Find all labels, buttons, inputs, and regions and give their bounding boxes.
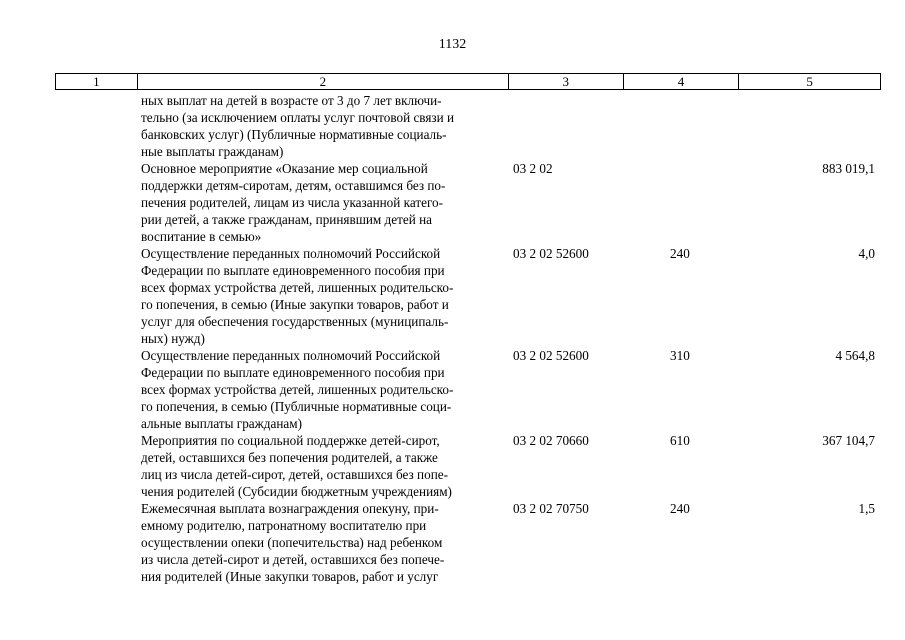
row-description: Осуществление переданных полномочий Российской Федерации по выплате единовременного пособия при всех формах устройства детей, лишенных родительско- го попечения, в семью (Публичные нормативные соци- альные выплаты гражданам)	[141, 348, 454, 431]
table-row	[0, 347, 905, 432]
column-header-3: 3	[508, 74, 623, 89]
row-amount: 1,5	[858, 501, 875, 516]
row-type: 310	[670, 348, 690, 363]
row-code: 03 2 02 70660	[513, 433, 589, 448]
row-code: 03 2 02 70750	[513, 501, 589, 516]
row-amount: 4,0	[858, 246, 875, 261]
column-header-4: 4	[623, 74, 739, 89]
table-header	[55, 73, 881, 90]
table-row	[0, 160, 905, 245]
row-code: 03 2 02	[513, 161, 553, 176]
row-amount: 883 019,1	[822, 161, 875, 176]
row-code: 03 2 02 52600	[513, 246, 589, 261]
table-row	[0, 500, 905, 585]
row-code: 03 2 02 52600	[513, 348, 589, 363]
row-description: Мероприятия по социальной поддержке детей-сирот, детей, оставшихся без попечения родителей, а также лиц из числа детей-сирот, детей, оставшихся без попе- чения родителей (Субсидии бюджетным учреждениям)	[141, 433, 452, 499]
page-number: 1132	[438, 37, 467, 52]
table-row	[0, 432, 905, 500]
table-body	[0, 92, 905, 585]
table-row	[0, 92, 905, 160]
column-header-2: 2	[137, 74, 508, 89]
row-description: Осуществление переданных полномочий Российской Федерации по выплате единовременного пособия при всех формах устройства детей, лишенных родительско- го попечения, в семью (Иные закупки товаров, работ и услуг для обеспечения государственных (муниципаль- ных) нужд)	[141, 246, 454, 346]
row-description: Основное мероприятие «Оказание мер социальной поддержки детям-сиротам, детям, оставшимся без по- печения родителей, лицам из числа указанной катего- рии детей, а также гражданам, принявшим детей на воспитание в семью»	[141, 161, 446, 244]
column-header-5: 5	[738, 74, 880, 89]
row-description: Ежемесячная выплата вознаграждения опекуну, при- емному родителю, патронатному воспитателю при осуществлении опеки (попечительства) над ребенком из числа детей-сирот и детей, оставшихся без попече- ния родителей (Иные закупки товаров, работ и услуг	[141, 501, 445, 584]
table-row	[0, 245, 905, 347]
row-description: ных выплат на детей в возрасте от 3 до 7 лет включи- тельно (за исключением оплаты услуг почтовой связи и банковских услуг) (Публичные нормативные социаль- ные выплаты гражданам)	[141, 93, 455, 159]
row-type: 610	[670, 433, 690, 448]
row-amount: 367 104,7	[822, 433, 875, 448]
row-type: 240	[670, 246, 690, 261]
column-header-1: 1	[93, 74, 100, 89]
row-type: 240	[670, 501, 690, 516]
row-amount: 4 564,8	[835, 348, 875, 363]
